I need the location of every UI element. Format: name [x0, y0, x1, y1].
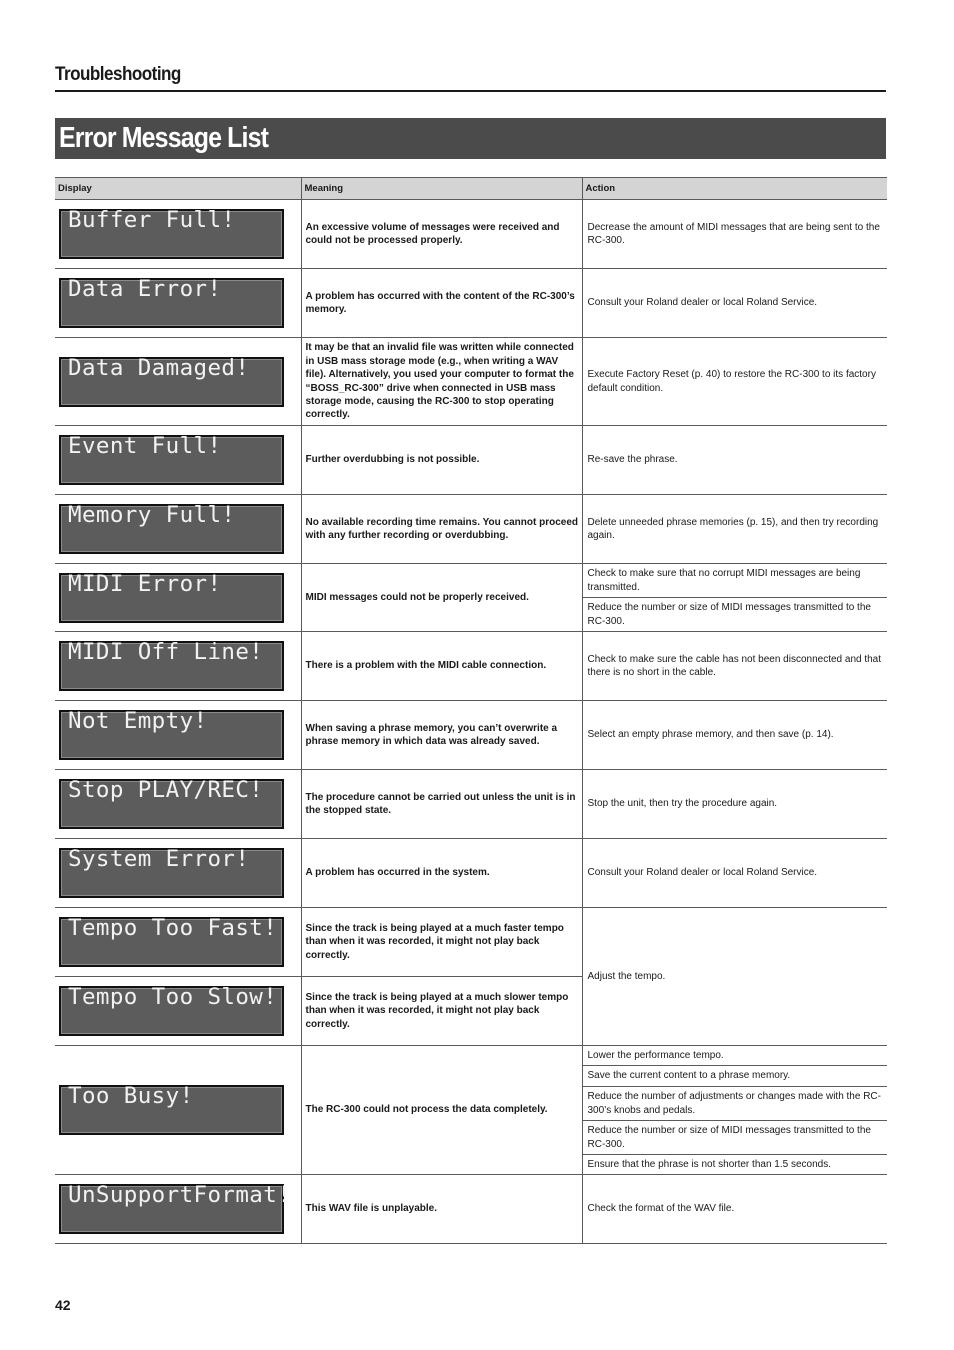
action-cell: Lower the performance tempo.	[582, 1046, 887, 1066]
display-cell	[55, 426, 301, 495]
meaning-cell: A problem has occurred in the system.	[301, 839, 582, 908]
action-cell: Consult your Roland dealer or local Roland Service.	[582, 269, 887, 338]
display-cell	[55, 839, 301, 908]
lcd-message: MIDI Off Line!	[68, 639, 264, 665]
meaning-cell: The procedure cannot be carried out unless the unit is in the stopped state.	[301, 770, 582, 839]
section-divider	[55, 90, 886, 92]
lcd-message: MIDI Error!	[68, 570, 222, 597]
action-cell: Decrease the amount of MIDI messages that are being sent to the RC-300.	[582, 200, 887, 269]
lcd-message: Event Full!	[68, 433, 222, 459]
lcd-display	[59, 641, 284, 691]
lcd-display	[59, 504, 284, 554]
lcd-display	[59, 435, 284, 485]
table-header-row	[55, 178, 887, 200]
lcd-message: Memory Full!	[68, 502, 236, 528]
column-header-display: Display	[55, 178, 301, 200]
meaning-cell: There is a problem with the MIDI cable connection.	[301, 632, 582, 701]
lcd-message: System Error!	[68, 846, 250, 872]
display-cell	[55, 1175, 301, 1244]
display-cell	[55, 338, 301, 426]
display-cell	[55, 564, 301, 632]
error-message-table	[55, 177, 887, 1244]
meaning-cell: It may be that an invalid file was written while connected in USB mass storage mode (e.g., when writing a WAV file). Alternatively, you used your computer to format the “BOSS_RC-300” drive when connected in USB mass storage mode, causing the RC-300 to stop operating correctly.	[301, 338, 582, 426]
table-row	[55, 632, 887, 701]
action-cell: Select an empty phrase memory, and then save (p. 14).	[582, 701, 887, 770]
display-cell	[55, 200, 301, 269]
action-cell: Consult your Roland dealer or local Roland Service.	[582, 839, 887, 908]
table-row	[55, 839, 887, 908]
lcd-display	[59, 917, 284, 967]
lcd-display	[59, 1182, 292, 1234]
display-cell	[55, 632, 301, 701]
action-cell: Reduce the number of adjustments or changes made with the RC-300’s knobs and pedals.	[582, 1087, 887, 1121]
lcd-message: Tempo Too Fast!	[68, 915, 278, 941]
table-row	[55, 564, 887, 598]
column-header-action: Action	[582, 178, 887, 200]
lcd-display	[59, 209, 284, 259]
table-row	[55, 770, 887, 839]
lcd-display	[59, 354, 284, 407]
table-row	[55, 426, 887, 495]
display-cell	[55, 701, 301, 770]
meaning-cell: Since the track is being played at a much faster tempo than when it was recorded, it might not play back correctly.	[301, 908, 582, 977]
action-cell: Save the current content to a phrase memory.	[582, 1066, 887, 1087]
section-heading: Troubleshooting	[55, 64, 181, 85]
lcd-display	[59, 848, 284, 898]
action-cell: Delete unneeded phrase memories (p. 15), and then try recording again.	[582, 495, 887, 564]
display-cell	[55, 908, 301, 977]
lcd-display	[59, 278, 284, 328]
meaning-cell: An excessive volume of messages were received and could not be processed properly.	[301, 200, 582, 269]
display-cell	[55, 269, 301, 338]
display-cell	[55, 1046, 301, 1175]
meaning-cell: When saving a phrase memory, you can’t overwrite a phrase memory in which data was already saved.	[301, 701, 582, 770]
action-cell: Adjust the tempo.	[582, 908, 887, 1046]
page-title-bar	[55, 118, 886, 159]
table-row	[55, 269, 887, 338]
action-cell: Check the format of the WAV file.	[582, 1175, 887, 1244]
lcd-display	[59, 570, 284, 623]
table-row	[55, 908, 887, 977]
table-row	[55, 1046, 887, 1066]
table-row	[55, 701, 887, 770]
display-cell	[55, 495, 301, 564]
lcd-display	[59, 779, 284, 829]
lcd-display	[59, 986, 284, 1036]
lcd-message: Data Error!	[68, 276, 222, 302]
lcd-message: Buffer Full!	[68, 207, 236, 233]
column-header-meaning: Meaning	[301, 178, 582, 200]
lcd-display	[59, 1085, 284, 1135]
table-row	[55, 338, 887, 426]
lcd-message: UnSupportFormat!	[68, 1182, 292, 1208]
meaning-cell: The RC-300 could not process the data completely.	[301, 1046, 582, 1175]
action-cell: Stop the unit, then try the procedure again.	[582, 770, 887, 839]
action-cell: Reduce the number or size of MIDI messages transmitted to the RC-300.	[582, 1121, 887, 1155]
lcd-message: Stop PLAY/REC!	[68, 777, 264, 803]
meaning-cell: Further overdubbing is not possible.	[301, 426, 582, 495]
action-cell: Reduce the number or size of MIDI messages transmitted to the RC-300.	[582, 598, 887, 632]
display-cell	[55, 977, 301, 1046]
display-cell	[55, 770, 301, 839]
page-title: Error Message List	[59, 122, 269, 154]
meaning-cell: MIDI messages could not be properly received.	[301, 564, 582, 632]
meaning-cell: A problem has occurred with the content of the RC-300’s memory.	[301, 269, 582, 338]
table-row	[55, 200, 887, 269]
lcd-message: Data Damaged!	[68, 354, 250, 381]
lcd-display	[59, 710, 284, 760]
page-number: 42	[55, 1297, 71, 1313]
action-cell: Re-save the phrase.	[582, 426, 887, 495]
lcd-message: Tempo Too Slow!	[68, 984, 278, 1010]
action-cell: Check to make sure the cable has not been disconnected and that there is no short in the cable.	[582, 632, 887, 701]
lcd-message: Too Busy!	[68, 1083, 194, 1109]
action-cell: Ensure that the phrase is not shorter than 1.5 seconds.	[582, 1155, 887, 1175]
meaning-cell: This WAV file is unplayable.	[301, 1175, 582, 1244]
lcd-message: Not Empty!	[68, 708, 208, 734]
action-cell: Execute Factory Reset (p. 40) to restore the RC-300 to its factory default condition.	[582, 338, 887, 426]
meaning-cell: Since the track is being played at a much slower tempo than when it was recorded, it might not play back correctly.	[301, 977, 582, 1046]
action-cell: Check to make sure that no corrupt MIDI messages are being transmitted.	[582, 564, 887, 598]
table-row	[55, 1175, 887, 1244]
meaning-cell: No available recording time remains. You cannot proceed with any further recording or overdubbing.	[301, 495, 582, 564]
table-row	[55, 495, 887, 564]
